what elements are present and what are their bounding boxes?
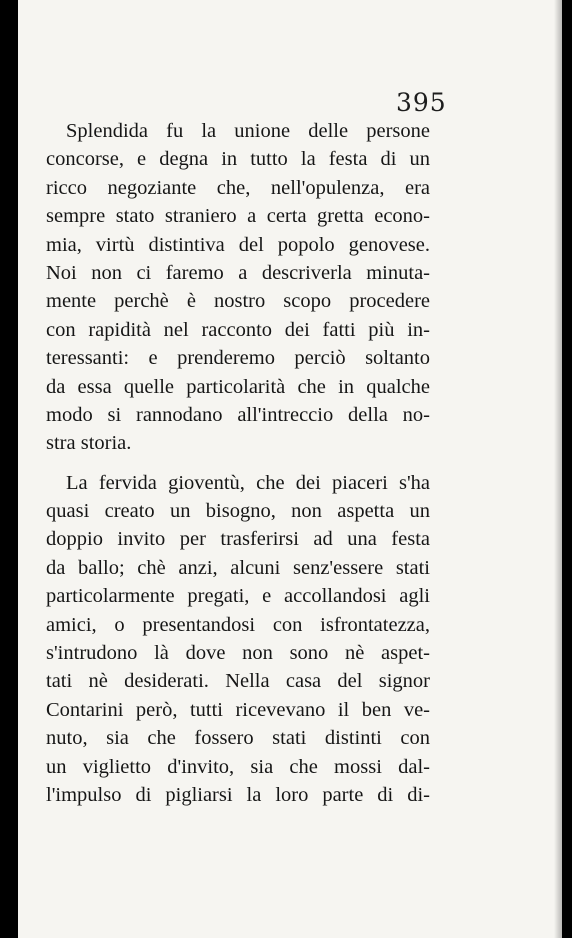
text-line: quasi creato un bisogno, non aspetta un bbox=[46, 500, 430, 523]
text-line: con rapidità nel racconto dei fatti più in- bbox=[46, 318, 430, 341]
text-line: l'impulso di pigliarsi la loro parte di di- bbox=[46, 783, 430, 806]
page-edge-shadow bbox=[554, 0, 562, 938]
text-line: ricco negoziante che, nell'opulenza, era bbox=[46, 176, 430, 199]
text-line: nuto, sia che fossero stati distinti con bbox=[46, 727, 430, 750]
text-line: da ballo; chè anzi, alcuni senz'essere stati bbox=[46, 556, 430, 579]
text-line: mente perchè è nostro scopo procedere bbox=[46, 290, 430, 313]
text-line: concorse, e degna in tutto la festa di un bbox=[46, 148, 430, 171]
paragraph-1 bbox=[46, 117, 430, 458]
text-line: Contarini però, tutti ricevevano il ben ve- bbox=[46, 698, 430, 721]
text-line: tati nè desiderati. Nella casa del signor bbox=[46, 670, 430, 693]
text-line: Noi non ci faremo a descriverla minuta- bbox=[46, 261, 430, 284]
text-line: teressanti: e prenderemo perciò soltanto bbox=[46, 347, 430, 370]
text-line: un viglietto d'invito, sia che mossi dal- bbox=[46, 755, 430, 778]
text-line: Splendida fu la unione delle persone bbox=[66, 120, 430, 142]
text-line: mia, virtù distintiva del popolo genovese. bbox=[46, 233, 430, 256]
text-line: La fervida gioventù, che dei piaceri s'ha bbox=[66, 471, 430, 494]
text-line: modo si rannodano all'intreccio della no- bbox=[46, 403, 430, 426]
text-line: s'intrudono là dove non sono nè aspet- bbox=[46, 642, 430, 665]
body-text bbox=[46, 117, 430, 809]
text-line: amici, o presentandosi con isfrontatezza, bbox=[46, 613, 430, 636]
text-line: sempre stato straniero a certa gretta econo- bbox=[46, 205, 430, 228]
book-page bbox=[18, 0, 562, 938]
text-line: stra storia. bbox=[46, 432, 132, 455]
text-line: particolarmente pregati, e accollandosi agli bbox=[46, 585, 430, 608]
paragraph-2 bbox=[46, 469, 430, 810]
text-line: da essa quelle particolarità che in qualche bbox=[46, 375, 430, 398]
text-line: doppio invito per trasferirsi ad una festa bbox=[46, 528, 430, 551]
page-number: 395 bbox=[396, 88, 447, 117]
